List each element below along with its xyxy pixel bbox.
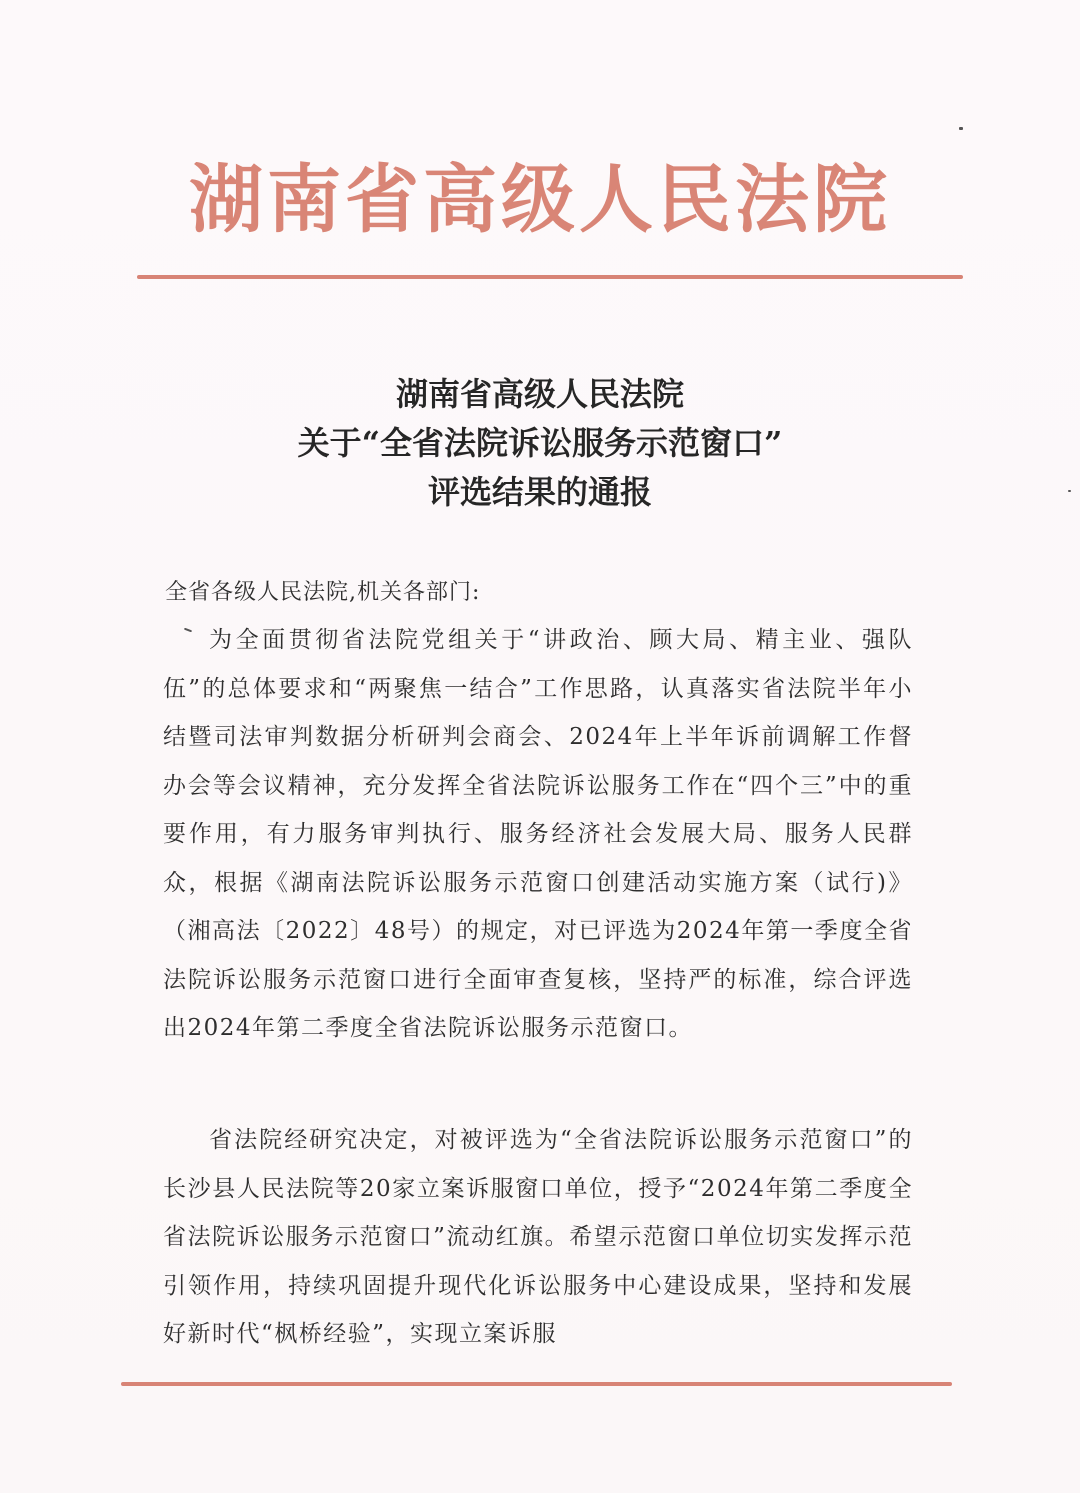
letterhead-divider bbox=[137, 275, 963, 279]
footer-divider bbox=[121, 1382, 952, 1386]
title-line-3: 评选结果的通报 bbox=[427, 473, 652, 511]
document-title bbox=[0, 370, 1080, 517]
salutation: 全省各级人民法院,机关各部门: bbox=[165, 580, 481, 605]
letterhead-court-name: 湖南省高级人民法院 bbox=[189, 157, 891, 243]
scan-speck bbox=[959, 127, 963, 130]
body-paragraph-2: 省法院经研究决定，对被评选为“全省法院诉讼服务示范窗口”的长沙县人民法院等20家立案诉服窗口单位，授予“2024年第二季度全省法院诉讼服务示范窗口”流动红旗。希望示范窗口单位切实发挥示范引领作用，持续巩固提升现代化诉讼服务中心建设成果，坚持和发展好新时代“枫桥经验”，实现立案诉服 bbox=[163, 1127, 913, 1347]
title-line-2: 关于“全省法院诉讼服务示范窗口” bbox=[297, 424, 783, 462]
body-paragraph-1: 为全面贯彻省法院党组关于“讲政治、顾大局、精主业、强队伍”的总体要求和“两聚焦一结合”工作思路，认真落实省法院半年小结暨司法审判数据分析研判会商会、2024年上半年诉前调解工作督办会等会议精神，充分发挥全省法院诉讼服务工作在“四个三”中的重要作用，有力服务审判执行、服务经济社会发展大局、服务人民群众，根据《湖南法院诉讼服务示范窗口创建活动实施方案（试行)》（湘高法〔2022〕48号）的规定，对已评选为2024年第一季度全省法院诉讼服务示范窗口进行全面审查复核，坚持严的标准，综合评选出2024年第二季度全省法院诉讼服务示范窗口。 bbox=[163, 627, 913, 1041]
title-line-1: 湖南省高级人民法院 bbox=[395, 375, 684, 413]
